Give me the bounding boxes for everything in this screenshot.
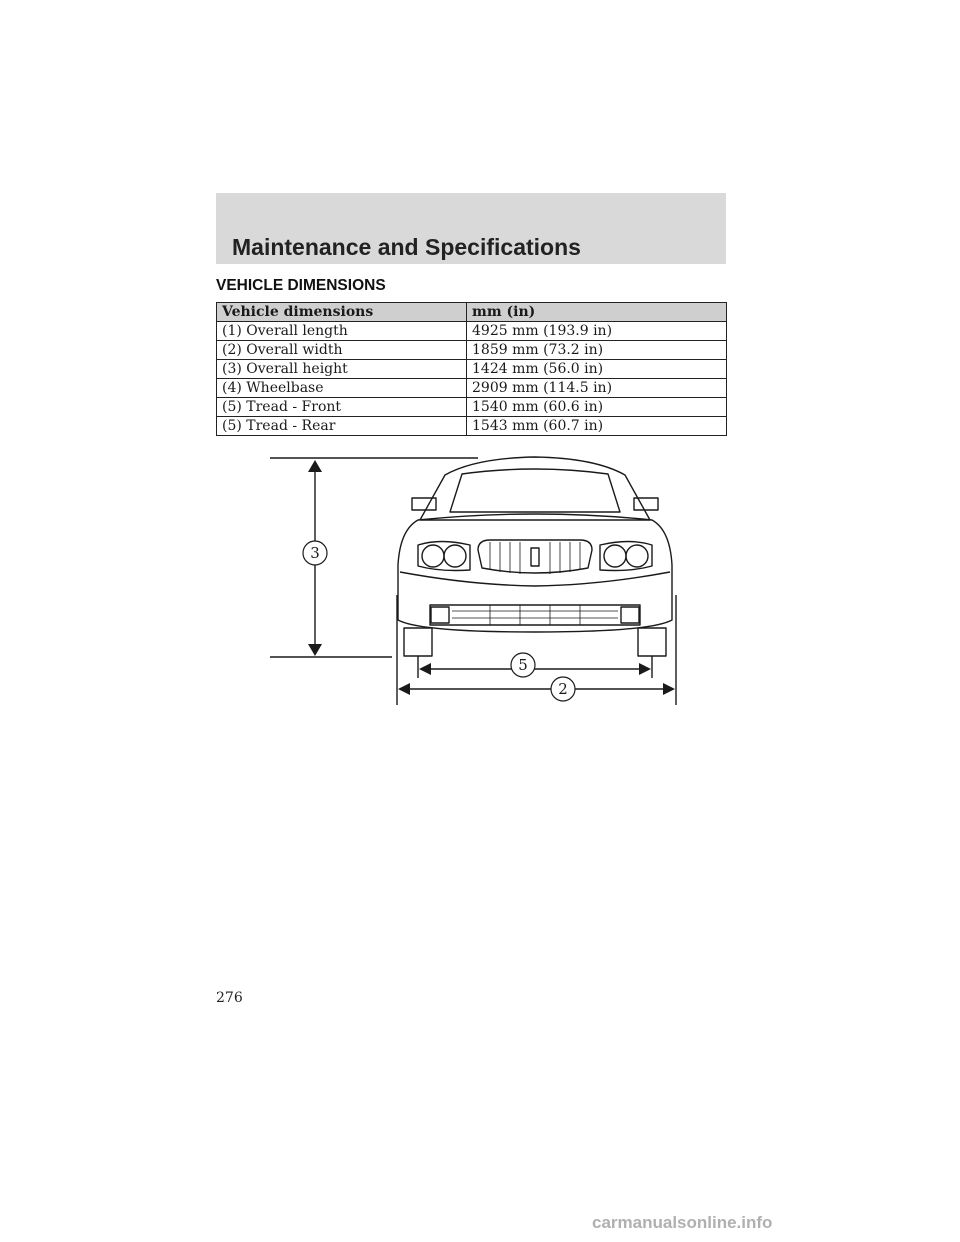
table-cell: 1859 mm (73.2 in) <box>467 341 727 360</box>
table-row <box>217 398 727 417</box>
right-headlight-outer <box>626 545 648 567</box>
left-headlight-inner <box>444 545 466 567</box>
table-cell: 2909 mm (114.5 in) <box>467 379 727 398</box>
dimensions-table <box>216 302 727 436</box>
hood-emblem <box>531 548 539 566</box>
table-row <box>217 322 727 341</box>
left-fog-lamp <box>431 607 449 623</box>
table-cell: (5) Tread - Rear <box>217 417 467 436</box>
table-cell: (3) Overall height <box>217 360 467 379</box>
left-front-tire <box>404 628 432 656</box>
right-fog-lamp <box>621 607 639 623</box>
hood-line <box>400 572 670 586</box>
car-roof <box>420 457 650 520</box>
table-cell: (5) Tread - Front <box>217 398 467 417</box>
lower-grille-slats <box>452 605 618 625</box>
tread-arrow-left <box>419 663 431 675</box>
height-arrow-bottom <box>308 644 322 656</box>
left-mirror <box>412 498 436 510</box>
table-cell: (4) Wheelbase <box>217 379 467 398</box>
table-header-row <box>217 303 727 322</box>
left-headlight-outer <box>422 545 444 567</box>
windshield <box>450 469 620 512</box>
column-header: Vehicle dimensions <box>217 303 467 322</box>
table-row <box>217 341 727 360</box>
right-front-tire <box>638 628 666 656</box>
tread-arrow-right <box>639 663 651 675</box>
height-arrow-top <box>308 460 322 472</box>
tread-label: 5 <box>518 656 528 674</box>
grille <box>478 540 592 573</box>
table-cell: (1) Overall length <box>217 322 467 341</box>
column-header: mm (in) <box>467 303 727 322</box>
table-cell: 4925 mm (193.9 in) <box>467 322 727 341</box>
section-title: Maintenance and Specifications <box>232 234 581 260</box>
table-cell: 1424 mm (56.0 in) <box>467 360 727 379</box>
table-row <box>217 360 727 379</box>
right-headlight-inner <box>604 545 626 567</box>
right-mirror <box>634 498 658 510</box>
watermark: carmanualsonline.info <box>592 1213 773 1232</box>
width-arrow-right <box>663 683 675 695</box>
lower-grille <box>430 605 640 625</box>
width-arrow-left <box>398 683 410 695</box>
table-cell: 1543 mm (60.7 in) <box>467 417 727 436</box>
width-label: 2 <box>558 680 568 698</box>
table-cell: (2) Overall width <box>217 341 467 360</box>
grille-bars <box>490 542 580 574</box>
page-heading: VEHICLE DIMENSIONS <box>216 277 386 294</box>
table-row <box>217 417 727 436</box>
table-cell: 1540 mm (60.6 in) <box>467 398 727 417</box>
table-row <box>217 379 727 398</box>
height-label: 3 <box>310 544 320 562</box>
page-number: 276 <box>216 990 243 1006</box>
vehicle-front-diagram <box>260 448 690 710</box>
